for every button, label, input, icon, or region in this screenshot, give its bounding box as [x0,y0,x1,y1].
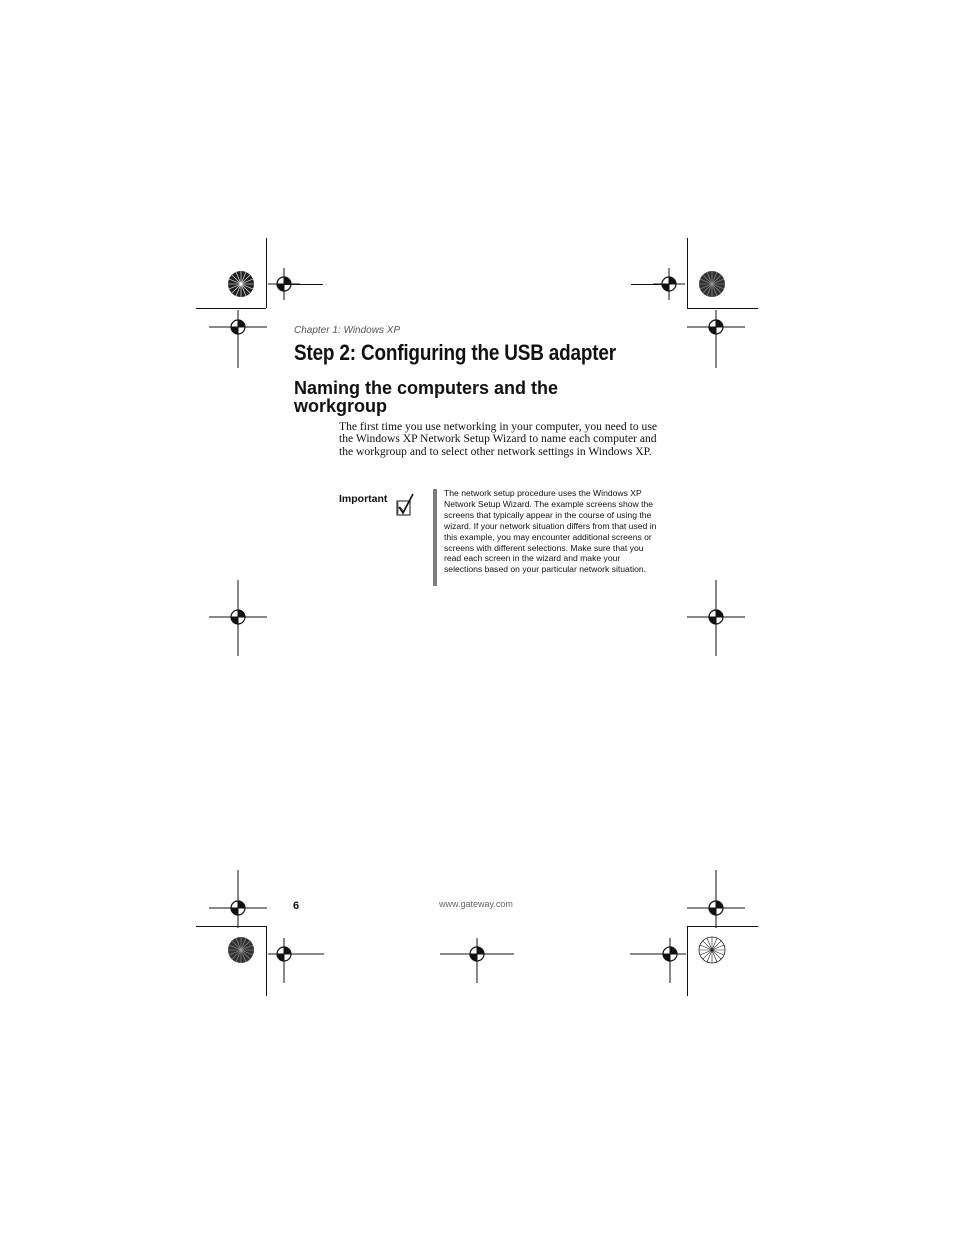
important-text: The network setup procedure uses the Windows XP Network Setup Wizard. The example screens show the screens that typically appear in the course of using the wizard. If your network situation differs from that used in this example, you may encounter additional screens or screens with different selections. Make sure that you read each screen in the wizard and make your selections based on your particular network situation. [444,488,657,575]
registration-mark-icon [687,310,745,368]
starburst-target-icon [227,936,255,964]
starburst-target-icon [227,270,255,298]
callout-divider [433,489,437,586]
checkbox-check-icon [395,493,415,517]
crop-mark-icon [687,308,758,309]
registration-mark-icon [209,580,267,656]
important-label: Important [339,493,388,505]
crop-mark-icon [631,284,669,285]
crop-mark-icon [687,238,688,308]
crop-mark-icon [266,238,267,308]
registration-mark-icon [687,580,745,656]
crop-mark-icon [687,926,688,996]
registration-mark-icon [440,938,514,983]
crop-mark-icon [196,308,266,309]
section-heading: Naming the computers and the workgroup [294,378,559,416]
footer-url: www.gateway.com [439,899,513,909]
starburst-target-icon [698,270,726,298]
intro-paragraph: The first time you use networking in your computer, you need to use the Windows XP Network Setup Wizard to name each computer and the workgroup and to select other network settings in Windows XP. [339,420,657,458]
crop-mark-icon [284,284,323,285]
page-title: Step 2: Configuring the USB adapter [294,340,616,365]
registration-mark-icon [209,870,267,928]
chapter-header: Chapter 1: Windows XP [294,325,401,336]
registration-mark-icon [268,938,324,983]
page-number: 6 [293,900,300,912]
starburst-target-icon [698,936,726,964]
registration-mark-icon [630,938,686,983]
registration-mark-icon [209,310,267,368]
registration-mark-icon [687,870,745,928]
crop-mark-icon [266,926,267,996]
